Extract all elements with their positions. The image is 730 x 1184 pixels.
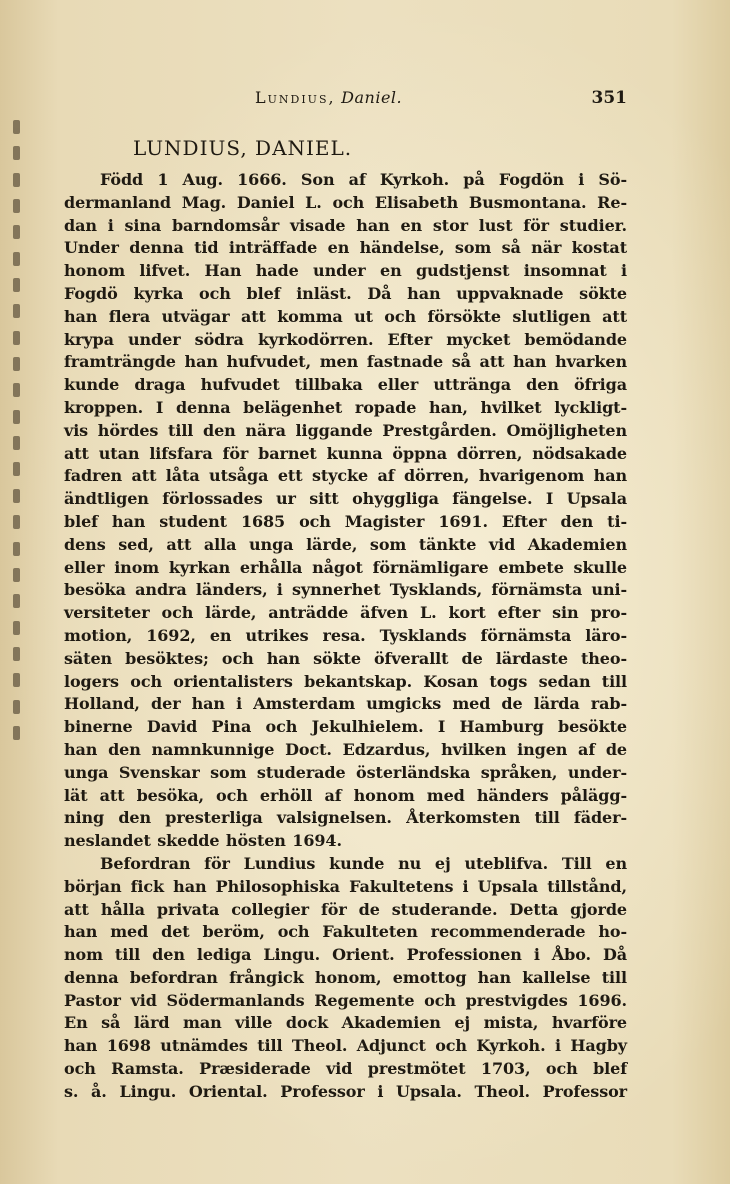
- text-line: Befordran för Lundius kunde nu ej uteblifva. Till en: [100, 853, 627, 873]
- text-line: kunde draga hufvudet tillbaka eller uttränga den öfriga: [64, 375, 627, 395]
- text-line: ning den presterliga valsignelsen. Återkomsten till fäder-: [64, 808, 627, 828]
- text-line: binerne David Pina och Jekulhielem. I Hamburg besökte: [64, 717, 627, 737]
- text-line: logers och orientalisters bekantskap. Kosan togs sedan till: [64, 671, 627, 691]
- margin-bleed-through: [0, 120, 32, 740]
- text-line: han 1698 utnämdes till Theol. Adjunct och Kyrkoh. i Hagby: [64, 1036, 627, 1056]
- entry-title: LUNDIUS, DANIEL.: [133, 136, 353, 160]
- text-line: Fogdö kyrka och blef inläst. Då han uppvaknade sökte: [64, 283, 627, 303]
- running-head: [255, 88, 402, 107]
- text-line: besöka andra länders, i synnerhet Tysklands, förnämsta uni-: [64, 580, 627, 600]
- text-line: denna befordran frångick honom, emottog han kallelse till: [64, 967, 627, 987]
- page-number: 351: [591, 88, 627, 108]
- text-line: fadren att låta utsåga ett stycke af dörren, hvarigenom han: [64, 466, 627, 486]
- text-line: han flera utvägar att komma ut och försökte slutligen att: [64, 306, 627, 326]
- text-line: säten besöktes; och han sökte öfverallt de lärdaste theo-: [64, 648, 627, 668]
- text-line: och Ramsta. Præsiderade vid prestmötet 1703, och blef: [64, 1059, 627, 1079]
- text-line: nom till den lediga Lingu. Orient. Professionen i Åbo. Då: [64, 945, 627, 965]
- text-line: eller inom kyrkan erhålla något förnämligare embete skulle: [64, 557, 627, 577]
- text-line: s. å. Lingu. Oriental. Professor i Upsala. Theol. Professor: [64, 1081, 627, 1101]
- text-line: neslandet skedde hösten 1694.: [64, 831, 342, 851]
- text-line: honom lifvet. Han hade under en gudstjenst insomnat i: [64, 261, 627, 281]
- text-line: motion, 1692, en utrikes resa. Tysklands förnämsta läro-: [64, 625, 627, 645]
- text-line: kroppen. I denna belägenhet ropade han, hvilket lyckligt-: [64, 397, 627, 417]
- page-header: [255, 88, 627, 116]
- text-line: versiteter och lärde, anträdde äfven L. kort efter sin pro-: [64, 603, 627, 623]
- running-head-given-name: Daniel.: [341, 88, 403, 107]
- text-line: han med det beröm, och Fakulteten recommenderade ho-: [64, 922, 627, 942]
- text-line: Född 1 Aug. 1666. Son af Kyrkoh. på Fogdön i Sö-: [100, 170, 627, 189]
- text-line: att hålla privata collegier för de studerande. Detta gjorde: [64, 899, 627, 919]
- text-line: ändtligen förlossades ur sitt ohyggliga fängelse. I Upsala: [64, 489, 627, 509]
- body-text: [64, 169, 627, 1101]
- text-line: att utan lifsfara för barnet kunna öppna dörren, nödsakade: [64, 443, 627, 463]
- text-line: Pastor vid Södermanlands Regemente och prestvigdes 1696.: [64, 990, 627, 1010]
- text-line: Holland, der han i Amsterdam umgicks med de lärda rab-: [64, 694, 627, 714]
- text-line: dan i sina barndomsår visade han en stor lust för studier.: [64, 215, 627, 235]
- text-line: vis hördes till den nära liggande Prestgården. Omöjligheten: [64, 420, 627, 440]
- text-line: unga Svenskar som studerade österländska språken, under-: [64, 762, 627, 782]
- text-line: början fick han Philosophiska Fakultetens i Upsala tillstånd,: [64, 876, 627, 896]
- text-line: En så lärd man ville dock Akademien ej mista, hvarföre: [64, 1013, 627, 1033]
- text-line: han den namnkunnige Doct. Edzardus, hvilken ingen af de: [64, 739, 627, 759]
- text-line: krypa under södra kyrkodörren. Efter mycket bemödande: [64, 329, 627, 349]
- text-line: dermanland Mag. Daniel L. och Elisabeth Busmontana. Re-: [64, 192, 627, 212]
- text-line: framträngde han hufvudet, men fastnade så att han hvarken: [64, 352, 627, 372]
- text-line: Under denna tid inträffade en händelse, som så när kostat: [64, 238, 627, 258]
- text-line: blef han student 1685 och Magister 1691. Efter den ti-: [64, 511, 627, 531]
- running-head-name: Lundius,: [255, 88, 336, 107]
- text-line: dens sed, att alla unga lärde, som tänkte vid Akademien: [64, 534, 627, 554]
- text-line: lät att besöka, och erhöll af honom med händers pålägg-: [64, 785, 627, 805]
